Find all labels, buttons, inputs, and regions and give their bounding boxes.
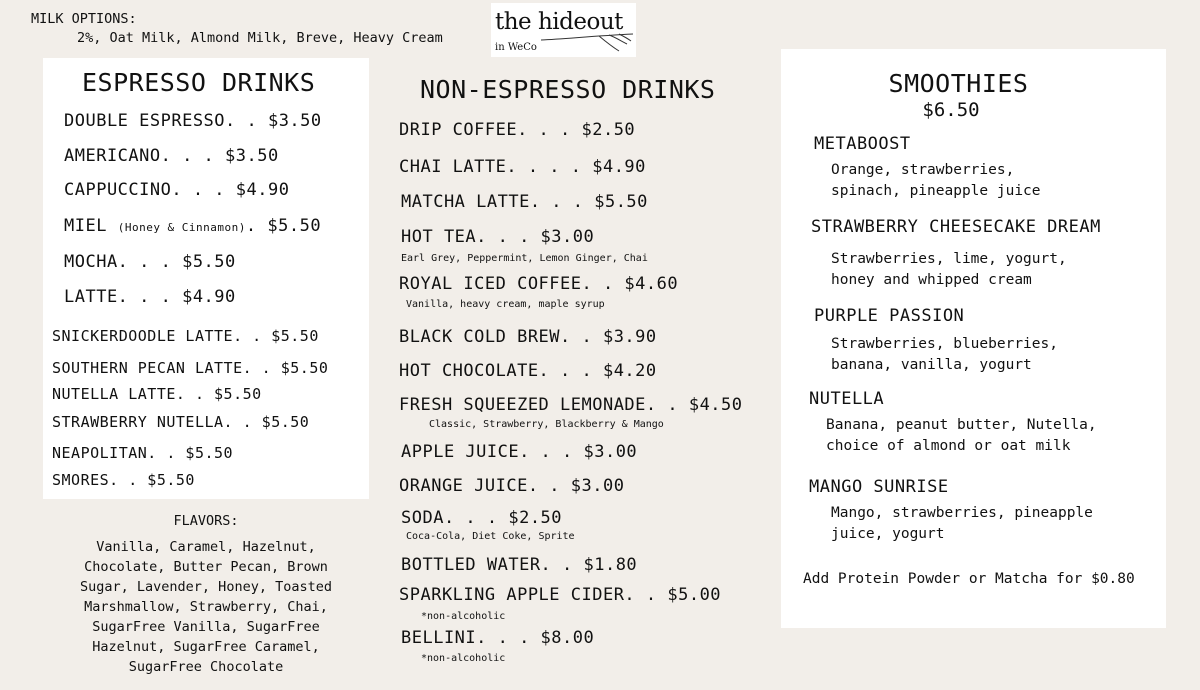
smoothie-description: Orange, strawberries, spinach, pineapple juice	[831, 162, 1041, 199]
non-espresso-item-note: Vanilla, heavy cream, maple syrup	[406, 299, 605, 310]
espresso-item: LATTE. . . $4.90	[64, 287, 236, 307]
smoothies-panel	[781, 49, 1166, 628]
non-espresso-item: BLACK COLD BREW. . $3.90	[399, 327, 657, 347]
smoothies-title: SMOOTHIES	[888, 69, 1029, 98]
miel-note: (Honey & Cinnamon)	[117, 221, 246, 234]
non-espresso-item-note: Classic, Strawberry, Blackberry & Mango	[429, 419, 664, 430]
flavors-line: SugarFree Chocolate	[128, 659, 284, 675]
non-espresso-item: BOTTLED WATER. . $1.80	[401, 555, 638, 575]
smoothie-description: Mango, strawberries, pineapple juice, yogurt	[831, 505, 1093, 542]
espresso-item: AMERICANO. . . $3.50	[64, 146, 279, 166]
flavors-line: Hazelnut, SugarFree Caramel,	[92, 639, 320, 655]
logo-subtitle: in WeCo	[495, 42, 537, 53]
milk-options-list: 2%, Oat Milk, Almond Milk, Breve, Heavy Cream	[77, 30, 443, 46]
espresso-item: NUTELLA LATTE. . $5.50	[52, 385, 262, 403]
flavors-title: FLAVORS:	[173, 513, 239, 529]
espresso-item: SNICKERDOODLE LATTE. . $5.50	[52, 327, 319, 345]
smoothie-description: Strawberries, blueberries, banana, vanilla, yogurt	[831, 336, 1058, 373]
smoothie-addon: Add Protein Powder or Matcha for $0.80	[803, 571, 1135, 587]
non-espresso-item: BELLINI. . . $8.00	[401, 628, 595, 648]
espresso-item-miel	[64, 216, 321, 236]
smoothie-name: MANGO SUNRISE	[809, 477, 949, 497]
espresso-item: MOCHA. . . $5.50	[64, 252, 236, 272]
non-espresso-item: FRESH SQUEEZED LEMONADE. . $4.50	[399, 395, 743, 415]
flavors-line: Vanilla, Caramel, Hazelnut,	[96, 539, 316, 555]
non-espresso-item: MATCHA LATTE. . . $5.50	[401, 192, 648, 212]
non-espresso-drinks-title: NON-ESPRESSO DRINKS	[420, 75, 716, 104]
non-espresso-item-note: *non-alcoholic	[421, 653, 506, 664]
miel-name: MIEL	[64, 216, 107, 236]
espresso-item: DOUBLE ESPRESSO. . $3.50	[64, 111, 322, 131]
smoothie-description: Strawberries, lime, yogurt, honey and whipped cream	[831, 251, 1067, 288]
espresso-item: NEAPOLITAN. . $5.50	[52, 444, 234, 462]
non-espresso-item-note: *non-alcoholic	[421, 611, 506, 622]
flavors-line: Chocolate, Butter Pecan, Brown	[84, 559, 328, 575]
non-espresso-item-note: Coca-Cola, Diet Coke, Sprite	[406, 531, 575, 542]
espresso-drinks-title: ESPRESSO DRINKS	[82, 68, 316, 97]
espresso-item: SMORES. . $5.50	[52, 471, 195, 489]
non-espresso-item: APPLE JUICE. . . $3.00	[401, 442, 638, 462]
smoothie-name: STRAWBERRY CHEESECAKE DREAM	[811, 217, 1101, 237]
non-espresso-item: SODA. . . $2.50	[401, 508, 563, 528]
non-espresso-item: CHAI LATTE. . . . $4.90	[399, 157, 646, 177]
non-espresso-item: HOT CHOCOLATE. . . $4.20	[399, 361, 657, 381]
smoothies-price: $6.50	[922, 99, 980, 121]
hideout-logo	[491, 3, 636, 57]
miel-price: . $5.50	[245, 216, 322, 236]
non-espresso-item: SPARKLING APPLE CIDER. . $5.00	[399, 585, 722, 605]
flavors-line: SugarFree Vanilla, SugarFree	[92, 619, 320, 635]
smoothie-description: Banana, peanut butter, Nutella, choice of almond or oat milk	[826, 417, 1097, 454]
smoothie-name: PURPLE PASSION	[814, 306, 965, 326]
flavors-line: Sugar, Lavender, Honey, Toasted	[80, 579, 332, 595]
flavors-line: Marshmallow, Strawberry, Chai,	[84, 599, 328, 615]
non-espresso-item: ORANGE JUICE. . $3.00	[399, 476, 625, 496]
logo-name: the hideout	[495, 9, 623, 35]
non-espresso-item: ROYAL ICED COFFEE. . $4.60	[399, 274, 679, 294]
non-espresso-item-note: Earl Grey, Peppermint, Lemon Ginger, Chai	[401, 253, 648, 264]
espresso-item: STRAWBERRY NUTELLA. . $5.50	[52, 413, 310, 431]
smoothie-name: NUTELLA	[809, 389, 885, 409]
non-espresso-item: DRIP COFFEE. . . $2.50	[399, 120, 636, 140]
espresso-drinks-panel	[43, 58, 369, 499]
non-espresso-item: HOT TEA. . . $3.00	[401, 227, 595, 247]
milk-options-title: MILK OPTIONS:	[31, 11, 137, 27]
espresso-item: SOUTHERN PECAN LATTE. . $5.50	[52, 359, 329, 377]
smoothie-name: METABOOST	[814, 134, 911, 154]
espresso-item: CAPPUCCINO. . . $4.90	[64, 180, 290, 200]
flavors-list	[60, 537, 352, 677]
